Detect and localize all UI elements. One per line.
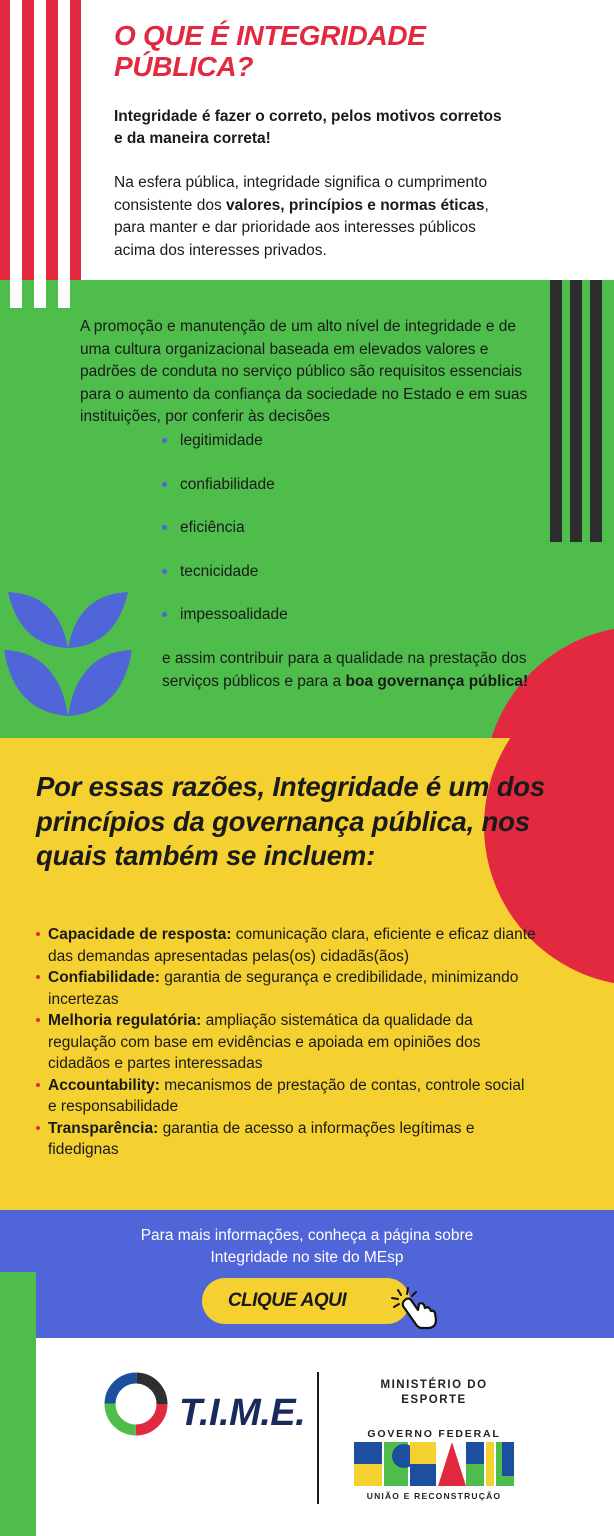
bullet-dot <box>162 482 167 487</box>
principle-term: Melhoria regulatória: <box>48 1012 202 1029</box>
ministry-label <box>356 1378 512 1408</box>
info-line: Para mais informações, conheça a página sobre <box>140 1227 474 1244</box>
principle-term: Transparência: <box>48 1119 159 1137</box>
bullet-dot <box>162 569 167 574</box>
principle-desc: ampliação sistemática da qualidade da regulação com base em evidências e apoiada em opiniões dos cidadãos e partes interessadas <box>48 1012 481 1072</box>
attribute-label: confiabilidade <box>180 475 275 493</box>
decor-red-bar <box>0 0 10 280</box>
definition-text <box>114 172 514 262</box>
principle-term: Accountability: <box>48 1076 160 1094</box>
attribute-label: eficiência <box>180 519 245 537</box>
principle-term: Confiabilidade: <box>48 969 160 986</box>
decor-white-gap <box>34 280 46 308</box>
decor-green-block <box>0 1338 36 1536</box>
definition-rest: , para manter e dar prioridade aos interesses públicos acima dos interesses privados. <box>114 196 489 259</box>
decor-green-block <box>0 1272 36 1338</box>
brasil-logo-icon <box>354 1442 514 1486</box>
attributes-list <box>160 430 288 648</box>
heading-part: , nos quais também se incluem: <box>36 805 530 871</box>
principle-desc: comunicação clara, eficiente e eficaz diante das demandas apresentadas pelas(os) cidadãs(ãos) <box>48 926 536 965</box>
list-item <box>160 517 288 561</box>
ministry-line: ESPORTE <box>401 1394 467 1406</box>
decor-dark-bar <box>550 280 562 542</box>
union-label: UNIÃO E RECONSTRUÇÃO <box>366 1491 502 1501</box>
title-line: PÚBLICA? <box>114 51 254 82</box>
list-item <box>36 967 536 1010</box>
decor-red-bar <box>70 0 81 280</box>
bullet-dot <box>162 525 167 530</box>
decor-white-gap <box>58 280 70 308</box>
heading-part: Por essas razões, <box>36 771 273 802</box>
ministry-line: MINISTÉRIO DO <box>380 1379 488 1391</box>
closing-text <box>162 648 562 693</box>
click-here-button[interactable]: CLIQUE AQUI <box>202 1278 410 1324</box>
list-item <box>36 924 536 967</box>
footer <box>0 1338 614 1536</box>
gov-federal-label: GOVERNO FEDERAL <box>367 1428 501 1440</box>
footer-divider <box>317 1372 319 1504</box>
intro-section <box>0 0 614 280</box>
brasil-wordmark: BRASIL <box>378 1448 490 1481</box>
list-item <box>160 430 288 474</box>
decor-red-bar <box>22 0 34 280</box>
list-item <box>36 1010 536 1075</box>
definition-bold: valores, princípios e normas éticas <box>226 196 485 214</box>
page-title <box>114 20 534 82</box>
promotion-text: A promoção e manutenção de um alto nível de integridade e de uma cultura organizacional baseada em elevados valores e padrões de conduta no serviço público são requisitos essenciais para o aumento da confiança da sociedade no Estado e em suas instituições, por conferir às decisões <box>80 318 528 425</box>
more-info-text <box>0 1225 614 1269</box>
attribute-label: impessoalidade <box>180 606 288 624</box>
principles-section <box>0 738 614 1210</box>
time-logo-text: T.I.M.E. <box>179 1392 306 1434</box>
decor-white-gap <box>10 280 22 308</box>
principle-desc: mecanismos de prestação de contas, controle social e responsabilidade <box>48 1076 525 1115</box>
cta-section <box>0 1210 614 1338</box>
list-item <box>36 1118 536 1161</box>
principle-desc: garantia de acesso a informações legítimas e fidedignas <box>48 1119 475 1158</box>
decor-dark-bar <box>570 280 582 542</box>
promotion-section <box>0 280 614 738</box>
leaf-icon <box>0 588 134 718</box>
definition-intro: Na esfera pública, integridade significa o cumprimento consistente dos <box>114 174 488 214</box>
pointer-hand-icon[interactable] <box>390 1286 440 1330</box>
list-item <box>160 604 288 648</box>
principle-term: Capacidade de resposta: <box>48 926 232 943</box>
decor-red-bar <box>46 0 58 280</box>
info-line: Integridade no site do MEsp <box>210 1249 404 1266</box>
lead-text: Integridade é fazer o correto, pelos motivos corretos e da maneira correta! <box>114 108 502 147</box>
title-line: O QUE É INTEGRIDADE <box>114 20 426 51</box>
attribute-label: tecnicidade <box>180 562 259 580</box>
list-item <box>160 474 288 518</box>
closing-bold: boa governança pública! <box>345 672 529 690</box>
list-item <box>160 561 288 605</box>
principle-desc: garantia de segurança e credibilidade, minimizando incertezas <box>48 969 519 1008</box>
bullet-dot <box>162 438 167 443</box>
closing-intro: e assim contribuir para a qualidade na prestação dos serviços públicos e para a <box>162 650 527 690</box>
list-item <box>36 1075 536 1118</box>
attribute-label: legitimidade <box>180 432 263 449</box>
heading-bold: princípios da governança pública <box>36 805 467 837</box>
heading-bold: Integridade <box>272 771 419 802</box>
bullet-dot <box>162 612 167 617</box>
principles-heading <box>36 770 556 874</box>
decor-dark-bar <box>590 280 602 542</box>
time-logo-icon <box>100 1368 172 1440</box>
heading-part: é um dos <box>418 771 545 802</box>
principles-list <box>36 924 536 1161</box>
